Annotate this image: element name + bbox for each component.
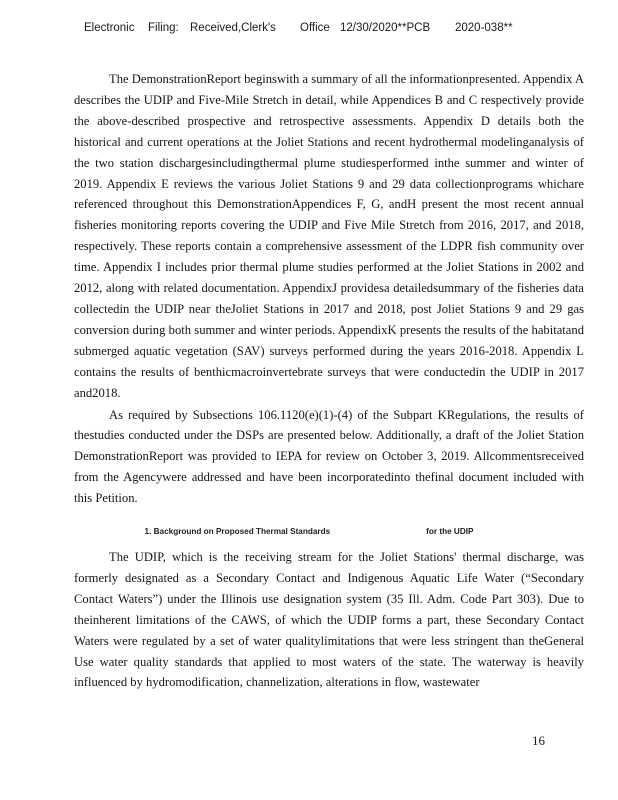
document-body [74,69,584,693]
section-heading [74,525,584,539]
filing-stamp-header [0,22,618,38]
filing-stamp-case-number: 2020-038** [455,22,513,34]
paragraph-udip-background: The UDIP, which is the receiving stream for the Joliet Stations' thermal discharge, was formerly designated as a Secondary Contact and Indigenous Aquatic Life Water (“Secondary Contact Waters”) under the Illinois use designation system (35 Ill. Adm. Code Part 303). Due to theinherent limitations of the CAWS, of which the UDIP forms a part, these Secondary Contact Waters were regulated by a set of water qualitylimitations that were less stringent than theGeneral Use water quality standards that applied to most waters of the state. The waterway is heavily influenced by hydromodification, channelization, alterations in flow, wastewater [74,550,584,690]
paragraph-regulatory-requirements: As required by Subsections 106.1120(e)(1)-(4) of the Subpart KRegulations, the results of thestudies conducted under the DSPs are presented below. Additionally, a draft of the Joliet Station DemonstrationReport was provided to IEPA for review on October 3, 2019. Allcommentsreceived from the Agencywere addressed and have been incorporatedinto thefinal document included with this Petition. [74,407,584,506]
section-heading-title: 1. Background on Proposed Thermal Standards [144,527,331,537]
filing-stamp-received: Received,Clerk's [190,22,276,34]
filing-stamp-date: 12/30/2020**PCB [340,22,431,34]
section-heading-suffix: for the UDIP [426,527,474,537]
paragraph-report-overview: The DemonstrationReport beginswith a summary of all the informationpresented. Appendix A describes the UDIP and Five-Mile Stretch in detail, while Appendices B and C respectively provide the above-described prospective and retrospective assessments. Appendix D details both the historical and current operations at the Joliet Stations and recent hydrothermal modelinganalysis of the two station dischargesincludingthermal plume studiesperformed inthe summer and winter of 2019. Appendix E reviews the various Joliet Stations 9 and 29 data collectionprograms whichare referenced throughout this DemonstrationAppendices F, G, andH present the most recent annual fisheries monitoring reports covering the UDIP and Five Mile Stretch from 2016, 2017, and 2018, respectively. These reports contain a comprehensive assessment of the LDPR fish community over time. Appendix I includes prior thermal plume studies performed at the Joliet Stations in 2002 and 2012, along with related documentation. AppendixJ providesa detailedsummary of the fisheries data collectedin the UDIP near theJoliet Stations in 2017 and 2018, post Joliet Stations 9 and 29 gas conversion during both summer and winter periods. AppendixK presents the results of the habitatand submerged aquatic vegetation (SAV) surveys performed during the years 2016-2018. Appendix L contains the results of benthicmacroinvertebrate surveys that were conductedin the UDIP in 2017 and2018. [74,72,584,400]
filing-stamp-filing: Filing: [148,22,179,34]
page-number: 16 [532,733,545,748]
filing-stamp-electronic: Electronic [84,22,135,34]
filing-stamp-office: Office [300,22,330,34]
